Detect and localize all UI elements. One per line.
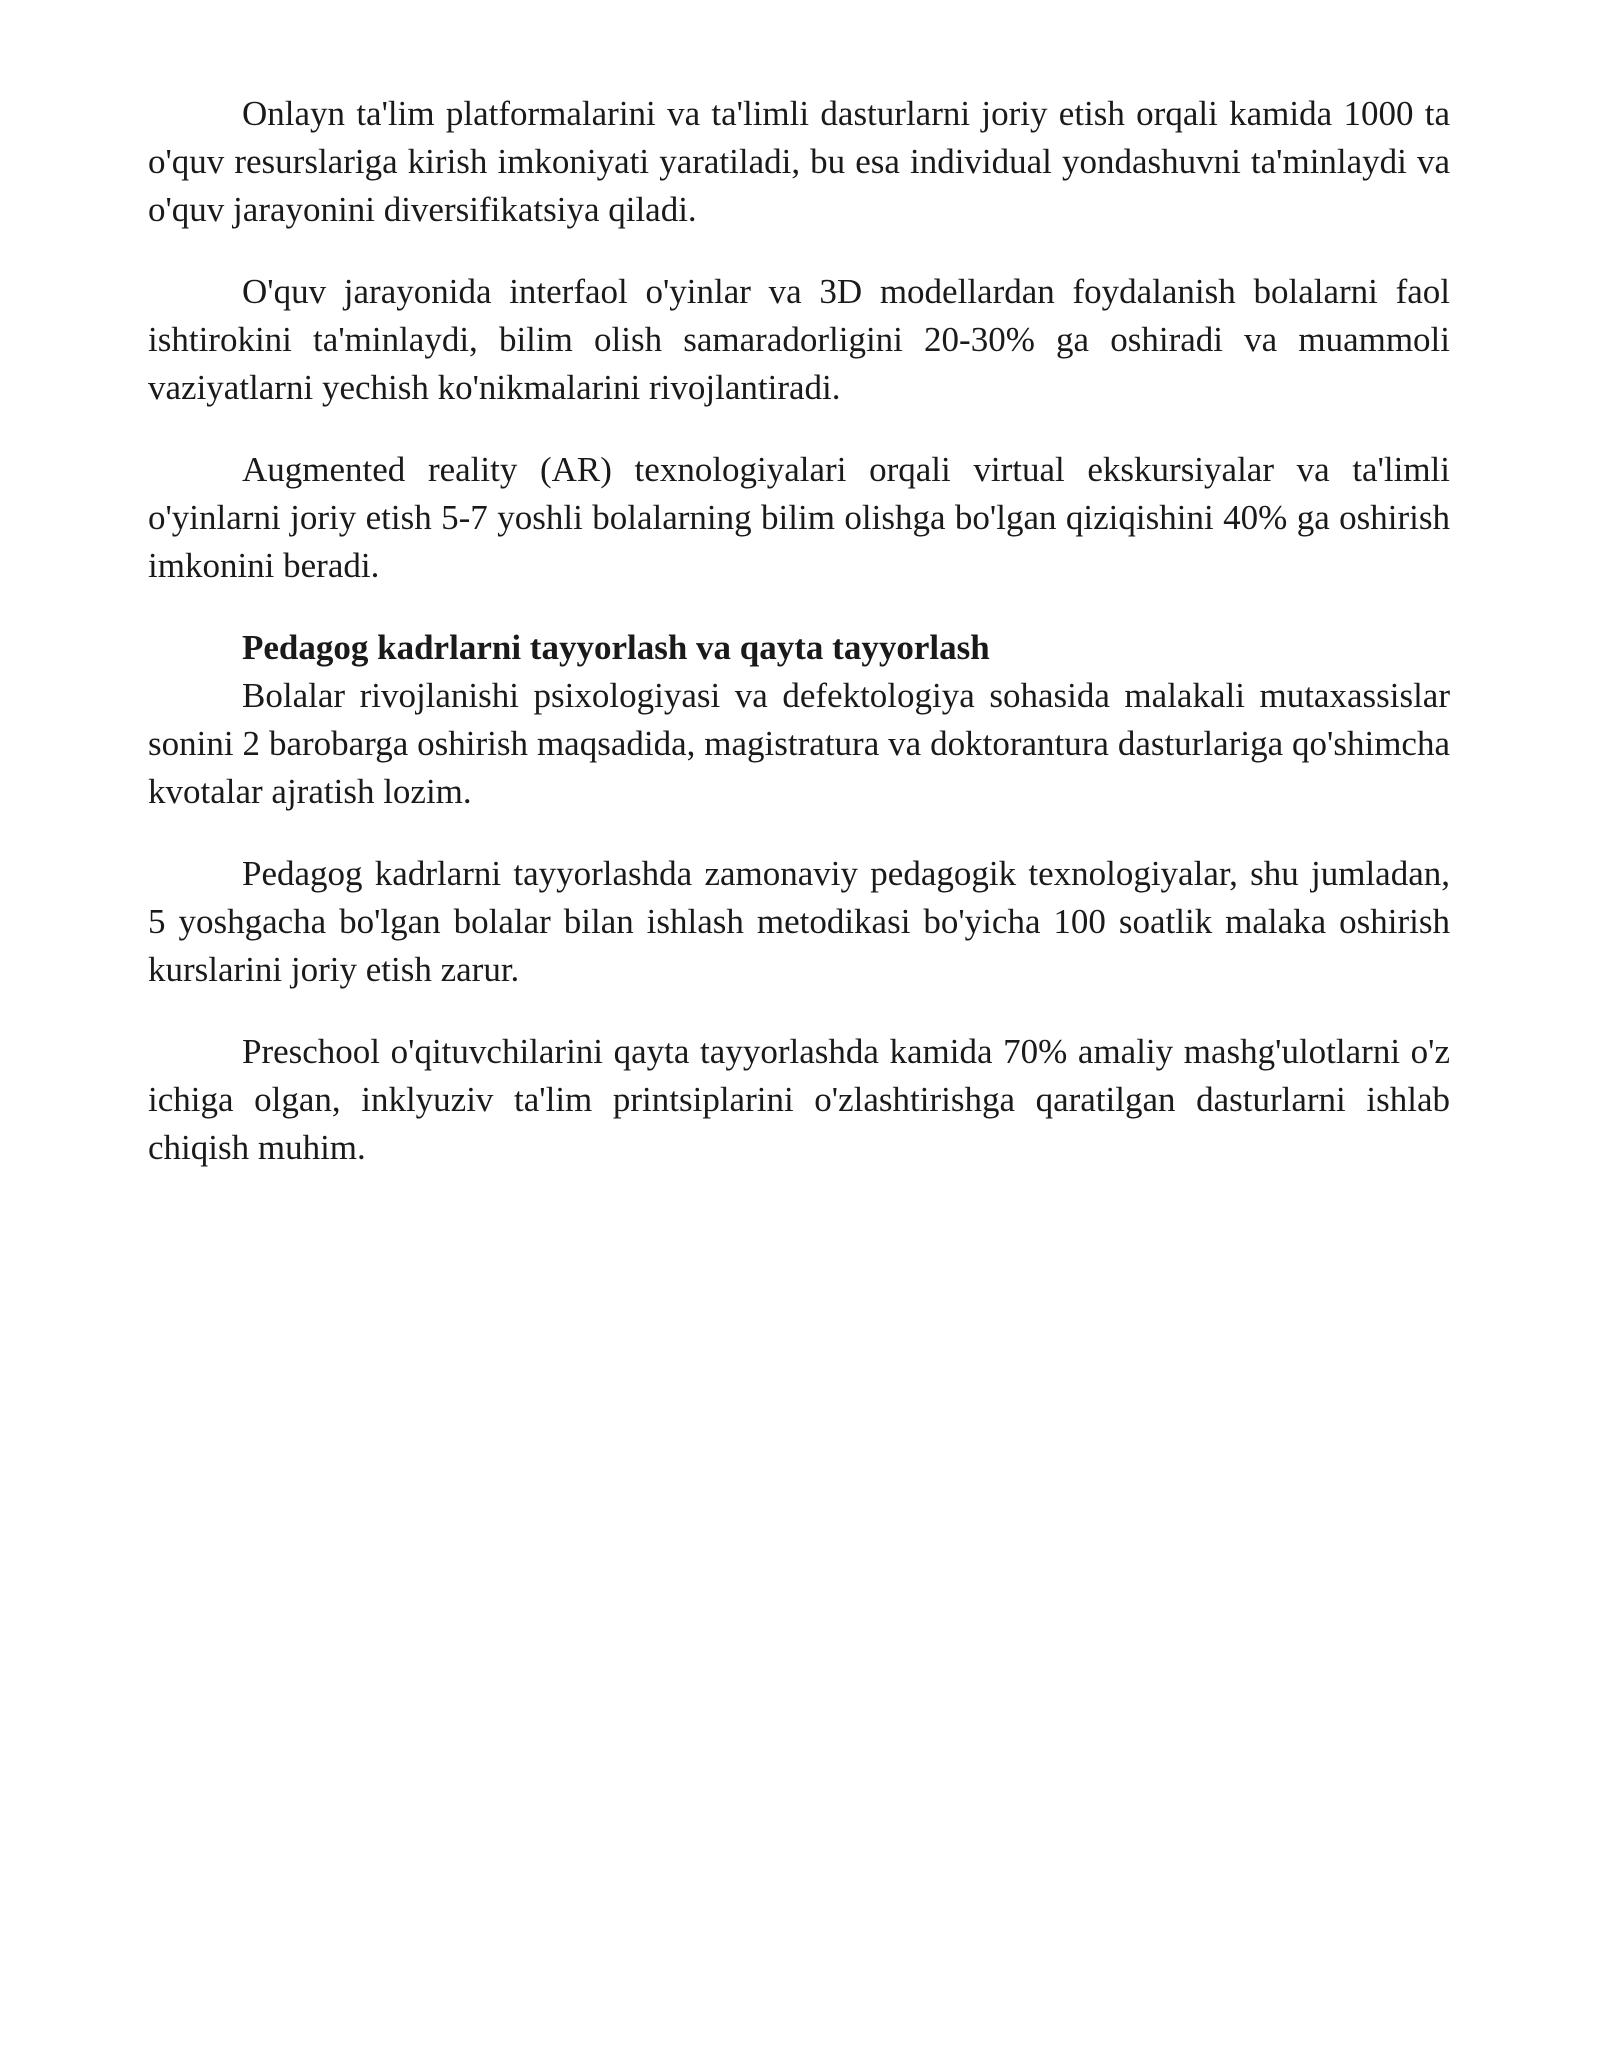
paragraph-preschool-retraining: Preschool o'qituvchilarini qayta tayyorlashda kamida 70% amaliy mashg'ulotlarni o'z ichiga olgan, inklyuziv ta'lim printsiplarini o'zlashtirishga qaratilgan dasturlarni ishlab chiqish muhim.: [148, 1032, 1450, 1167]
document-page: [148, 90, 1450, 1206]
paragraph-specialists: Bolalar rivojlanishi psixologiyasi va defektologiya sohasida malakali mutaxassislar sonini 2 barobarga oshirish maqsadida, magistratura va doktorantura dasturlariga qo'shimcha kvotalar ajratish lozim.: [148, 676, 1450, 811]
section-heading: Pedagog kadrlarni tayyorlash va qayta tayyorlash: [242, 628, 990, 667]
paragraph-online-platforms: Onlayn ta'lim platformalarini va ta'limli dasturlarni joriy etish orqali kamida 1000 ta o'quv resurslariga kirish imkoniyati yaratiladi, bu esa individual yondashuvni ta'minlaydi va o'quv jarayonini diversifikatsiya qiladi.: [148, 94, 1450, 229]
paragraph-teacher-training: Pedagog kadrlarni tayyorlashda zamonaviy pedagogik texnologiyalar, shu jumladan, 5 yoshgacha bo'lgan bolalar bilan ishlash metodikasi bo'yicha 100 soatlik malaka oshirish kurslarini joriy etish zarur.: [148, 854, 1450, 989]
paragraph-interactive-games: O'quv jarayonida interfaol o'yinlar va 3D modellardan foydalanish bolalarni faol ishtirokini ta'minlaydi, bilim olish samaradorligini 20-30% ga oshiradi va muammoli vaziyatlarni yechish ko'nikmalarini rivojlantiradi.: [148, 272, 1450, 407]
paragraph-augmented-reality: Augmented reality (AR) texnologiyalari orqali virtual ekskursiyalar va ta'limli o'yinlarni joriy etish 5-7 yoshli bolalarning bilim olishga bo'lgan qiziqishini 40% ga oshirish imkonini beradi.: [148, 450, 1450, 585]
